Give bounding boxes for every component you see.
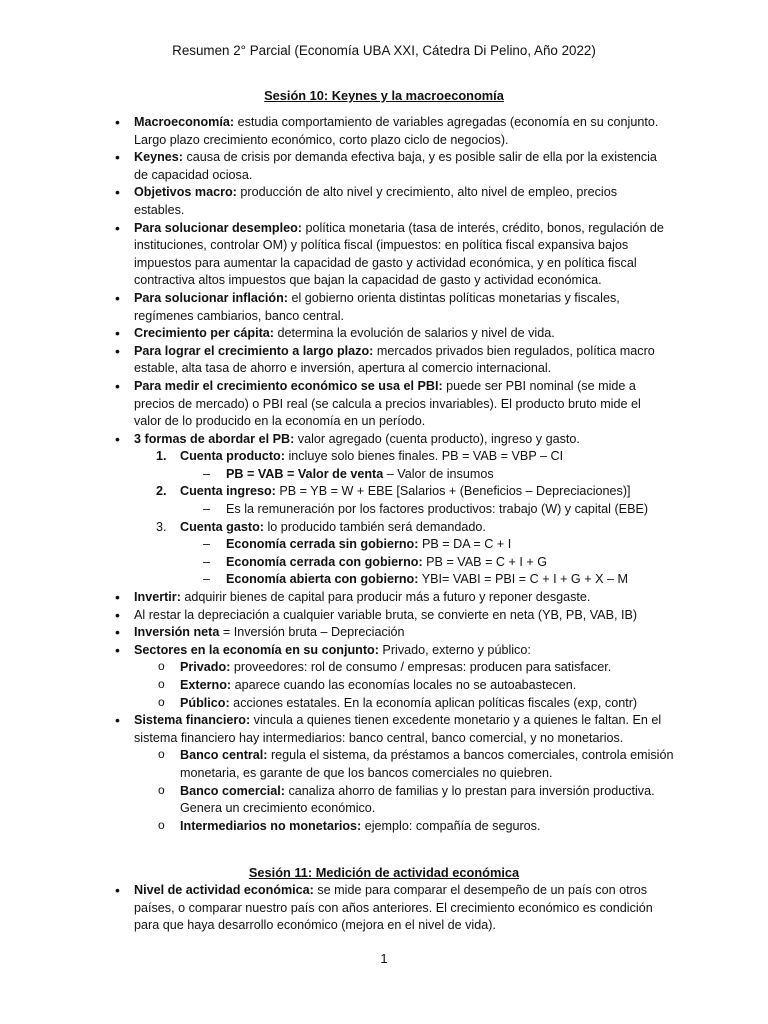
- item-text: Es la remuneración por los factores productivos: trabajo (W) y capital (EBE): [226, 502, 649, 517]
- section-heading-session-11: Sesión 11: Medición de actividad económica: [248, 865, 520, 880]
- bullet-item: [0, 431, 768, 449]
- section-body-session-10: [0, 114, 768, 835]
- bullet-item: [0, 343, 768, 378]
- item-text: el gobierno orienta distintas políticas monetarias y fiscales, regímenes cambiarios, banco central.: [134, 290, 620, 323]
- item-text: PB = VAB = C + I + G: [422, 554, 548, 569]
- item-label: Sistema financiero:: [134, 713, 251, 728]
- item-text: incluye solo bienes finales. PB = VAB = VBP – CI: [284, 449, 564, 464]
- item-label: PB = VAB = Valor de venta: [226, 466, 384, 481]
- item-text: PB = DA = C + I: [418, 537, 512, 552]
- item-label: Economía cerrada sin gobierno:: [226, 537, 419, 552]
- item-text: estudia comportamiento de variables agregadas (economía en su conjunto. Largo plazo crecimiento económico, corto plazo ciclo de negocios).: [134, 115, 659, 147]
- item-label: Para solucionar desempleo:: [134, 220, 302, 235]
- item-text: se mide para comparar el desempeño de un país con otros países, o comparar nuestro país con años anteriores. El crecimiento económico es condición para que haya desarrollo económico (mejora en el nivel de vida).: [134, 883, 653, 933]
- item-text: política monetaria (tasa de interés, crédito, bonos, regulación de instituciones, controlar OM) y política fiscal (impuestos: en política fiscal expansiva bajos impuestos para aumentar la capacidad de gasto y actividad económica, y en política fiscal contractiva altos impuestos que bajan la capacidad de gasto y actividad económica.: [134, 220, 664, 288]
- section-body-session-11: [0, 882, 768, 935]
- bullet-item: [0, 607, 768, 625]
- item-text: valor agregado (cuenta producto), ingreso y gasto.: [294, 431, 580, 446]
- item-text: vincula a quienes tienen excedente monetario y a quienes le faltan. En el sistema financiero hay intermediarios: banco central, banco comercial, y no monetarios.: [134, 713, 662, 745]
- section-heading-session-10: Sesión 10: Keynes y la macroeconomía: [264, 88, 504, 103]
- item-label: Público:: [180, 695, 230, 710]
- item-text: canaliza ahorro de familias y lo prestan para inversión productiva. Genera un crecimiento económico.: [180, 783, 655, 816]
- item-label: Economía cerrada con gobierno:: [226, 554, 423, 569]
- item-text: Privado, externo y público:: [378, 642, 531, 657]
- item-text: PB = YB = W + EBE [Salarios + (Beneficios – Depreciaciones)]: [275, 484, 631, 499]
- item-text: proveedores: rol de consumo / empresas: producen para satisfacer.: [230, 660, 612, 675]
- bullet-item: [0, 290, 768, 325]
- item-label: Banco central:: [180, 748, 268, 763]
- item-text: adquirir bienes de capital para producir más a futuro y reponer desgaste.: [180, 590, 591, 605]
- item-label: Intermediarios no monetarios:: [180, 818, 362, 833]
- item-label: Para medir el crecimiento económico se usa el PBI:: [134, 378, 443, 393]
- item-label: Externo:: [180, 678, 232, 692]
- bullet-item: [0, 624, 768, 642]
- item-text: aparece cuando las economías locales no se autoabastecen.: [231, 678, 577, 692]
- item-label: Inversión neta: [134, 625, 220, 640]
- bullet-item: [0, 378, 768, 431]
- bullet-item: [0, 589, 768, 607]
- item-text: Al restar la depreciación a cualquier variable bruta, se convierte en neta (YB, PB, VAB, IB): [134, 607, 638, 622]
- bullet-item: [0, 325, 768, 343]
- bullet-item: [0, 712, 768, 747]
- item-text: lo producido también será demandado.: [263, 519, 486, 534]
- bullet-item: [0, 882, 768, 935]
- circle-subitem: [0, 818, 768, 836]
- bullet-item: [0, 220, 768, 290]
- item-label: Para lograr el crecimiento a largo plazo:: [134, 343, 374, 358]
- item-number: 1.: [156, 449, 167, 464]
- circle-subitem: [0, 659, 768, 677]
- item-text: = Inversión bruta – Depreciación: [219, 625, 405, 640]
- circle-subitem: [0, 677, 768, 695]
- item-label: Cuenta ingreso:: [180, 484, 276, 499]
- item-label: Banco comercial:: [180, 783, 285, 798]
- item-text: YBI= VABI = PBI = C + I + G + X – M: [418, 572, 628, 587]
- item-text: causa de crisis por demanda efectiva baja, y es posible salir de ella por la existencia de capacidad ociosa.: [134, 150, 657, 182]
- circle-subitem: [0, 695, 768, 713]
- page-number: 1: [380, 951, 388, 966]
- numbered-item: [0, 483, 768, 501]
- item-text: determina la evolución de salarios y nivel de vida.: [273, 326, 555, 341]
- item-text: producción de alto nivel y crecimiento, alto nivel de empleo, precios estables.: [134, 185, 618, 217]
- item-label: Para solucionar inflación:: [134, 290, 288, 305]
- item-label: Invertir:: [134, 590, 181, 605]
- item-text: puede ser PBI nominal (se mide a precios de mercado) o PBI real (se calcula a precios invariables). El producto bruto mide el valor de lo producido en la economía en un período.: [134, 378, 641, 429]
- bullet-item: [0, 184, 768, 219]
- item-label: Cuenta producto:: [180, 449, 285, 464]
- dash-subitem: [0, 554, 768, 572]
- document-header: Resumen 2° Parcial (Economía UBA XXI, Cátedra Di Pelino, Año 2022): [172, 43, 596, 58]
- item-label: Cuenta gasto:: [180, 519, 264, 534]
- item-label: Keynes:: [134, 150, 183, 165]
- item-label: Nivel de actividad económica:: [134, 883, 314, 897]
- item-label: Crecimiento per cápita:: [134, 326, 274, 341]
- circle-subitem: [0, 747, 768, 782]
- item-text: regula el sistema, da préstamos a bancos comerciales, controla emisión monetaria, es garante de que los bancos comerciales no quiebren.: [180, 748, 674, 780]
- item-text: – Valor de insumos: [383, 466, 494, 481]
- item-label: 3 formas de abordar el PB:: [134, 431, 295, 446]
- item-text: mercados privados bien regulados, política macro estable, alta tasa de ahorro e inversión, apertura al comercio internacional.: [134, 343, 655, 376]
- item-label: Macroeconomía:: [134, 115, 235, 129]
- dash-subitem: [0, 571, 768, 589]
- circle-subitem: [0, 783, 768, 818]
- dash-subitem: [0, 536, 768, 554]
- numbered-item: [0, 519, 768, 537]
- item-text: ejemplo: compañía de seguros.: [361, 818, 541, 833]
- item-number: 2.: [156, 484, 167, 499]
- item-text: acciones estatales. En la economía aplican políticas fiscales (exp, contr): [229, 695, 638, 710]
- item-number: 3.: [156, 519, 167, 534]
- numbered-item: [0, 448, 768, 466]
- bullet-item: [0, 642, 768, 660]
- item-label: Economía abierta con gobierno:: [226, 572, 419, 587]
- bullet-item: [0, 114, 768, 149]
- bullet-item: [0, 149, 768, 184]
- item-label: Objetivos macro:: [134, 185, 237, 200]
- dash-subitem: [0, 466, 768, 484]
- item-label: Privado:: [180, 660, 231, 675]
- dash-subitem: [0, 501, 768, 519]
- item-label: Sectores en la economía en su conjunto:: [134, 642, 379, 657]
